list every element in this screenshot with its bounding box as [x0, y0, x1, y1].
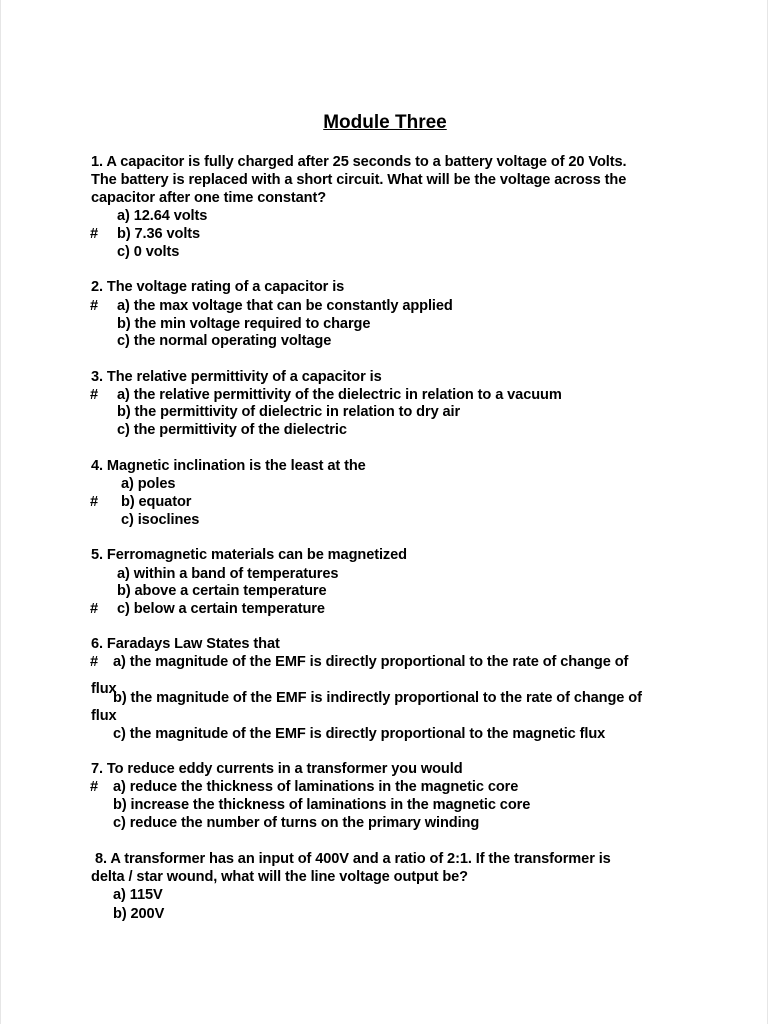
question-1-stem: capacitor after one time constant?	[91, 190, 327, 206]
question-7-stem: 7. To reduce eddy currents in a transformer you would	[91, 761, 463, 777]
question-3-option-a: a) the relative permittivity of the dielectric in relation to a vacuum	[117, 387, 562, 403]
answer-marker: #	[90, 601, 99, 617]
question-5-option-c: c) below a certain temperature	[117, 601, 325, 617]
question-7-option-a: a) reduce the thickness of laminations in the magnetic core	[113, 779, 519, 795]
question-4-option-a: a) poles	[121, 476, 176, 492]
question-7-option-b: b) increase the thickness of laminations in the magnetic core	[113, 797, 531, 813]
question-3-option-b: b) the permittivity of dielectric in relation to dry air	[117, 404, 461, 420]
answer-marker: #	[90, 779, 99, 795]
answer-marker: #	[90, 654, 99, 670]
question-1-option-b: b) 7.36 volts	[117, 226, 201, 242]
question-1-stem: 1. A capacitor is fully charged after 25 seconds to a battery voltage of 20 Volts.	[91, 154, 627, 170]
question-5-stem: 5. Ferromagnetic materials can be magnetized	[91, 547, 407, 563]
question-8-stem: 8. A transformer has an input of 400V and a ratio of 2:1. If the transformer is	[95, 851, 611, 867]
question-2-stem: 2. The voltage rating of a capacitor is	[91, 279, 345, 295]
question-1-option-a: a) 12.64 volts	[117, 208, 208, 224]
question-6-option-b: b) the magnitude of the EMF is indirectly proportional to the rate of change of	[113, 690, 642, 706]
page-title: Module Three	[323, 112, 447, 133]
question-5-option-a: a) within a band of temperatures	[117, 566, 339, 582]
question-6-stem: 6. Faradays Law States that	[91, 636, 280, 652]
question-1-option-c: c) 0 volts	[117, 244, 180, 260]
question-3-stem: 3. The relative permittivity of a capacitor is	[91, 369, 382, 385]
question-2-option-b: b) the min voltage required to charge	[117, 316, 371, 332]
question-5-option-b: b) above a certain temperature	[117, 583, 327, 599]
question-6-option-c: c) the magnitude of the EMF is directly proportional to the magnetic flux	[113, 726, 606, 742]
answer-marker: #	[90, 226, 99, 242]
question-2-option-c: c) the normal operating voltage	[117, 333, 332, 349]
question-7-option-c: c) reduce the number of turns on the primary winding	[113, 815, 480, 831]
question-8-stem: delta / star wound, what will the line voltage output be?	[91, 869, 469, 885]
question-1-stem: The battery is replaced with a short circuit. What will be the voltage across the	[91, 172, 627, 188]
answer-marker: #	[90, 387, 99, 403]
answer-marker: #	[90, 494, 99, 510]
question-2-option-a: a) the max voltage that can be constantly applied	[117, 298, 453, 314]
question-6-option-b-wrap: flux	[91, 708, 117, 724]
question-6-option-a-wrap: flux	[91, 681, 117, 697]
question-4-option-b: b) equator	[121, 494, 192, 510]
question-4-stem: 4. Magnetic inclination is the least at the	[91, 458, 366, 474]
answer-marker: #	[90, 298, 99, 314]
question-3-option-c: c) the permittivity of the dielectric	[117, 422, 347, 438]
question-8-option-a: a) 115V	[113, 887, 163, 903]
question-6-option-a: a) the magnitude of the EMF is directly proportional to the rate of change of	[113, 654, 629, 670]
question-8-option-b: b) 200V	[113, 906, 165, 922]
question-4-option-c: c) isoclines	[121, 512, 200, 528]
